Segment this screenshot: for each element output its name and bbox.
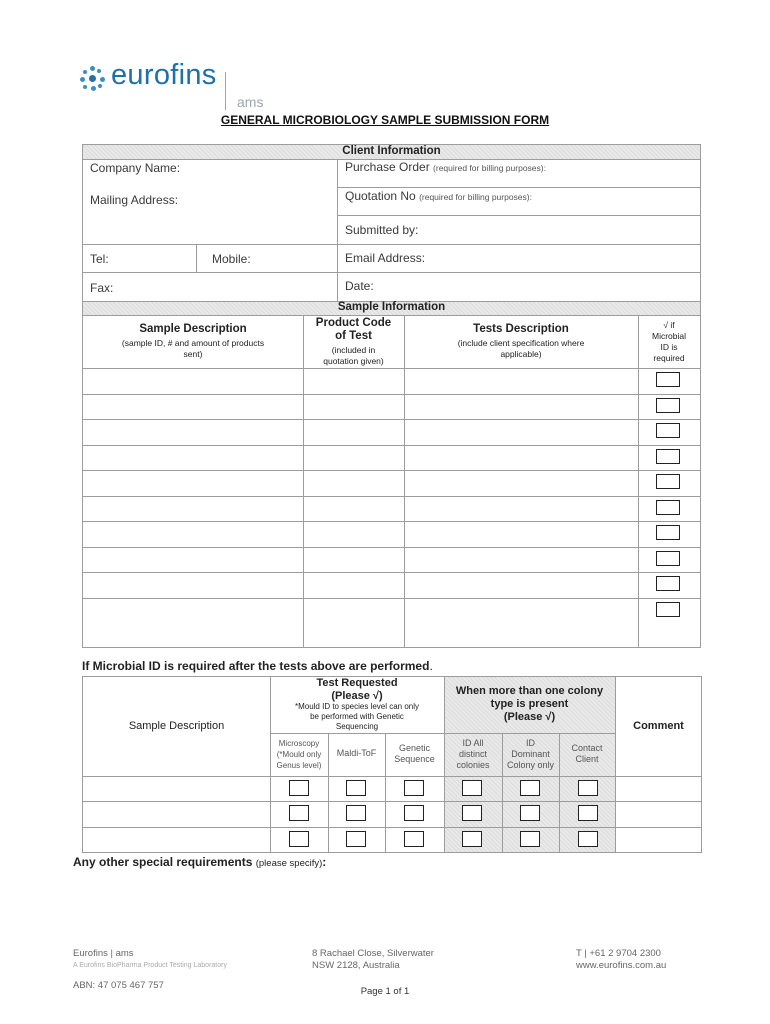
genetic-sequence-checkbox[interactable] [404, 780, 424, 796]
maldi-tof-checkbox[interactable] [346, 780, 366, 796]
microbial-id-checkbox[interactable] [656, 449, 680, 464]
company-name-label: Company Name: [90, 161, 181, 175]
tests-description-header: Tests Description [473, 323, 569, 335]
col-contact-client: Contact Client [571, 743, 603, 764]
microbial-id-checkbox[interactable] [656, 423, 680, 438]
microbial-id-checkbox[interactable] [656, 576, 680, 591]
genetic-sequence-checkbox[interactable] [404, 805, 424, 821]
id-dominant-checkbox[interactable] [520, 831, 540, 847]
footer-org: Eurofins | ams A Eurofins BioPharma Product Testing Laboratory [73, 948, 227, 969]
microbial-id-checkbox[interactable] [656, 398, 680, 413]
product-code-sub: (included in quotation given) [323, 345, 384, 366]
footer-address: 8 Rachael Close, Silverwater NSW 2128, Australia [312, 948, 434, 971]
microbial-id-checkbox[interactable] [656, 525, 680, 540]
logo-suffix: ams [237, 94, 264, 110]
col-microscopy: Microscopy (*Mould only Genus level) [276, 739, 322, 770]
test-requested-header: Test Requested (Please √) [316, 677, 398, 702]
date-label: Date: [345, 279, 374, 293]
col-id-dominant: ID Dominant Colony only [506, 738, 555, 770]
special-requirements-label: Any other special requirements (please specify): [73, 855, 327, 869]
colony-header: When more than one colony type is present (Please √) [455, 685, 604, 723]
mobile-label: Mobile: [212, 252, 251, 266]
client-info-header: Client Information [342, 145, 441, 157]
submitted-by-label: Submitted by: [345, 223, 419, 237]
id-all-checkbox[interactable] [462, 831, 482, 847]
sample-description-header: Sample Description [139, 323, 247, 335]
microbial-id-header: √ if Microbial ID is required [651, 320, 686, 363]
microbial-id-checkbox[interactable] [656, 602, 680, 617]
id-all-checkbox[interactable] [462, 805, 482, 821]
microscopy-checkbox[interactable] [289, 780, 309, 796]
col-genetic-sequence: Genetic Sequence [394, 743, 435, 764]
sample-description-sub: (sample ID, # and amount of products sent) [121, 338, 265, 359]
contact-client-checkbox[interactable] [578, 831, 598, 847]
contact-client-checkbox[interactable] [578, 805, 598, 821]
tel-label: Tel: [90, 252, 109, 266]
mailing-address-label: Mailing Address: [90, 193, 179, 207]
form-title: GENERAL MICROBIOLOGY SAMPLE SUBMISSION FORM [220, 113, 550, 127]
microbial-id-checkbox[interactable] [656, 372, 680, 387]
contact-client-checkbox[interactable] [578, 780, 598, 796]
product-code-header: Product Code of Test [315, 317, 392, 342]
microbial-id-checkbox[interactable] [656, 551, 680, 566]
logo-divider [225, 72, 226, 110]
microbial-id-checkbox[interactable] [656, 474, 680, 489]
id-dominant-checkbox[interactable] [520, 780, 540, 796]
purchase-order-label: Purchase Order (required for billing purposes): [345, 160, 546, 174]
maldi-tof-checkbox[interactable] [346, 831, 366, 847]
microscopy-checkbox[interactable] [289, 805, 309, 821]
microbial-id-checkbox[interactable] [656, 500, 680, 515]
id-dominant-checkbox[interactable] [520, 805, 540, 821]
sample-info-header: Sample Information [337, 301, 446, 313]
id-all-checkbox[interactable] [462, 780, 482, 796]
genetic-sequence-checkbox[interactable] [404, 831, 424, 847]
mould-note: *Mould ID to species level can only be performed with Genetic Sequencing [294, 702, 420, 731]
microbial-id-heading: If Microbial ID is required after the tests above are performed. [82, 659, 433, 673]
footer-page-number: Page 1 of 1 [360, 986, 410, 997]
logo-wordmark: eurofins [111, 59, 217, 91]
tests-description-sub: (include client specification where applicable) [457, 338, 585, 359]
email-label: Email Address: [345, 251, 426, 265]
fax-label: Fax: [90, 281, 114, 295]
maldi-tof-checkbox[interactable] [346, 805, 366, 821]
quotation-no-label: Quotation No (required for billing purposes): [345, 189, 532, 203]
mid-sample-description-header: Sample Description [128, 720, 225, 732]
footer-contact: T | +61 2 9704 2300 www.eurofins.com.au [576, 948, 667, 971]
col-id-all: ID All distinct colonies [456, 738, 490, 770]
microscopy-checkbox[interactable] [289, 831, 309, 847]
col-maldi-tof: Maldi-ToF [336, 748, 377, 758]
eurofins-logo-mark [80, 66, 106, 92]
footer-abn: ABN: 47 075 467 757 [73, 980, 164, 991]
comment-header: Comment [633, 720, 684, 732]
